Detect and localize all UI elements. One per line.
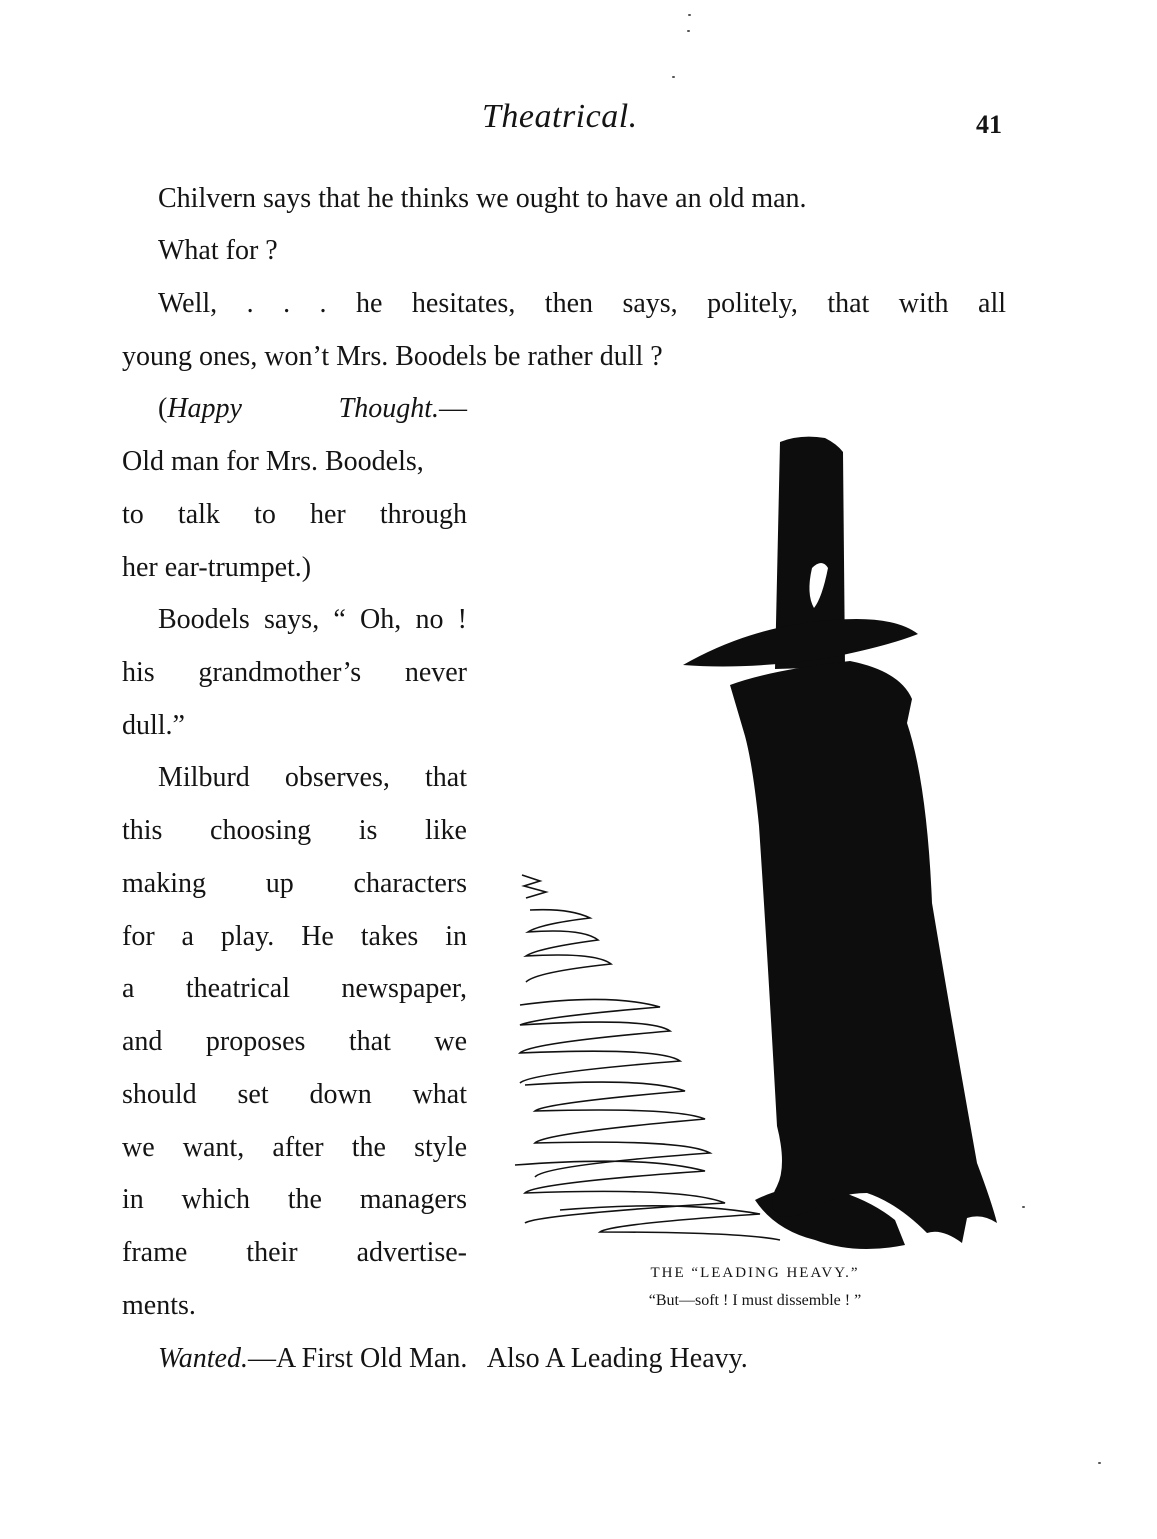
paragraph-line: in which the managers [122, 1184, 467, 1215]
paragraph-line: ments. [122, 1290, 196, 1321]
paragraph-line: a theatrical newspaper, [122, 973, 467, 1004]
paragraph-line: to talk to her through [122, 499, 467, 530]
leading-heavy-illustration [500, 420, 1020, 1250]
print-speck [1022, 1206, 1025, 1208]
paragraph-line: Old man for Mrs. Boodels, [122, 446, 424, 477]
motion-scribbles [515, 875, 780, 1240]
print-speck [672, 76, 675, 78]
paragraph-line: Chilvern says that he thinks we ought to have an old man. [158, 183, 807, 214]
paragraph-line: young ones, won’t Mrs. Boodels be rather dull ? [122, 341, 663, 372]
illustration-caption-quote: “But—soft ! I must dissemble ! ” [648, 1292, 862, 1309]
illustration-caption-title: THE “LEADING HEAVY.” [650, 1265, 860, 1281]
print-speck [1098, 1462, 1101, 1464]
happy-thought-label: Happy [167, 393, 242, 424]
em-dash: — [439, 393, 467, 424]
running-header-title: Theatrical. [482, 98, 638, 135]
paragraph-line: making up characters [122, 868, 467, 899]
paragraph-line: What for ? [158, 235, 278, 266]
print-speck [688, 14, 691, 16]
paragraph-line: Milburd observes, that [158, 762, 467, 793]
paragraph-line: for a play. He takes in [122, 921, 467, 952]
happy-thought-label-2: Thought. [338, 393, 439, 424]
paragraph-line: Well, . . . he hesitates, then says, politely, that with all [158, 288, 1006, 319]
print-speck [687, 30, 690, 32]
paragraph-line: his grandmother’s never [122, 657, 467, 688]
paragraph-line: frame their advertise- [122, 1237, 467, 1268]
paragraph-line: her ear-trumpet.) [122, 552, 312, 583]
paragraph-line: and proposes that we [122, 1026, 467, 1057]
page-number: 41 [976, 110, 1002, 139]
wanted-label: Wanted. [158, 1343, 248, 1374]
paragraph-line: dull.” [122, 710, 185, 741]
paragraph-line: this choosing is like [122, 815, 467, 846]
happy-thought-line [122, 392, 467, 426]
paragraph-line: we want, after the style [122, 1132, 467, 1163]
paragraph-line: should set down what [122, 1079, 467, 1110]
wanted-line [122, 1342, 1006, 1376]
hat-brim [683, 619, 918, 667]
paragraph-line: Boodels says, “ Oh, no ! [158, 604, 467, 635]
open-paren: ( [158, 393, 168, 424]
cloak-silhouette [730, 661, 997, 1243]
wanted-text: —A First Old Man. Also A Leading Heavy. [247, 1343, 748, 1374]
